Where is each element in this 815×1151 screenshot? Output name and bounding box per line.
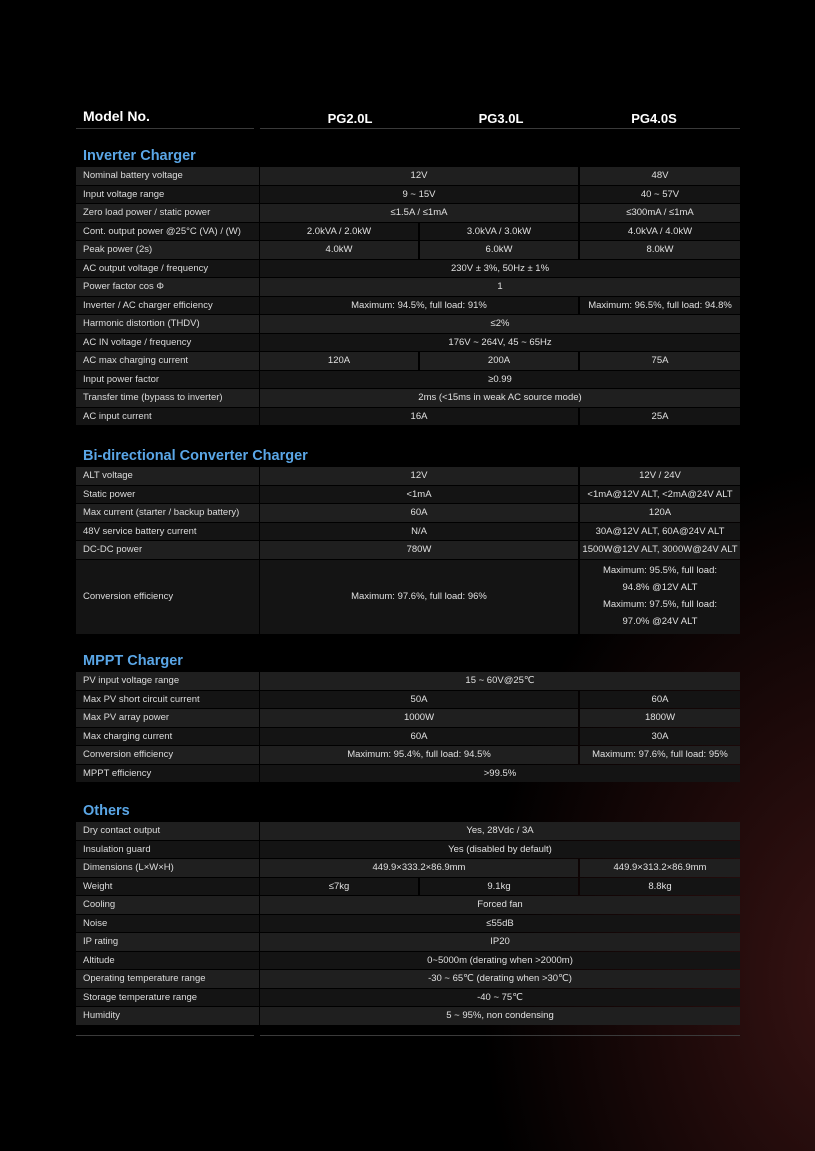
model-pg4-0s: PG4.0S xyxy=(631,111,677,126)
row-label: AC max charging current xyxy=(76,352,259,370)
table-row xyxy=(76,186,740,204)
table-cell: 5 ~ 95%, non condensing xyxy=(260,1007,740,1025)
table-row xyxy=(76,467,740,485)
table-row xyxy=(76,223,740,241)
table-cell: 50A xyxy=(260,691,578,709)
table-row xyxy=(76,728,740,746)
table-cell: Forced fan xyxy=(260,896,740,914)
table-cell: ≤55dB xyxy=(260,915,740,933)
table-row xyxy=(76,859,740,877)
table-cell: -30 ~ 65℃ (derating when >30℃) xyxy=(260,970,740,988)
cell-line: 97.0% @24V ALT xyxy=(622,616,698,628)
row-label: Conversion efficiency xyxy=(76,560,259,634)
table-cell: <1mA xyxy=(260,486,578,504)
table-cell: 176V ~ 264V, 45 ~ 65Hz xyxy=(260,334,740,352)
table-row xyxy=(76,841,740,859)
row-label: Max charging current xyxy=(76,728,259,746)
table-cell: 120A xyxy=(260,352,418,370)
row-label: Cooling xyxy=(76,896,259,914)
table-cell xyxy=(580,560,740,634)
table-cell: 25A xyxy=(580,408,740,426)
table-cell: 449.9×333.2×86.9mm xyxy=(260,859,578,877)
table-cell: 30A@12V ALT, 60A@24V ALT xyxy=(580,523,740,541)
cell-line: 94.8% @12V ALT xyxy=(622,581,698,593)
table-row xyxy=(76,241,740,259)
table-cell: 1500W@12V ALT, 3000W@24V ALT xyxy=(580,541,740,559)
table-cell: -40 ~ 75℃ xyxy=(260,989,740,1007)
table-cell: IP20 xyxy=(260,933,740,951)
table-cell: 6.0kW xyxy=(420,241,578,259)
table-cell: 0~5000m (derating when >2000m) xyxy=(260,952,740,970)
table-row xyxy=(76,504,740,522)
table-cell: 1 xyxy=(260,278,740,296)
cell-line: Maximum: 97.5%, full load: xyxy=(602,599,718,611)
table-row xyxy=(76,541,740,559)
table-row xyxy=(76,672,740,690)
table-cell: 120A xyxy=(580,504,740,522)
table-cell: Maximum: 96.5%, full load: 94.8% xyxy=(580,297,740,315)
table-row xyxy=(76,371,740,389)
table-cell: ≤300mA / ≤1mA xyxy=(580,204,740,222)
table-cell: 9.1kg xyxy=(420,878,578,896)
row-label: Input power factor xyxy=(76,371,259,389)
row-label: Zero load power / static power xyxy=(76,204,259,222)
row-label: Noise xyxy=(76,915,259,933)
row-label: PV input voltage range xyxy=(76,672,259,690)
table-cell: 449.9×313.2×86.9mm xyxy=(580,859,740,877)
row-label: Dimensions (L×W×H) xyxy=(76,859,259,877)
table-cell: ≤2% xyxy=(260,315,740,333)
table-row xyxy=(76,408,740,426)
table-cell: 2.0kVA / 2.0kW xyxy=(260,223,418,241)
footer-divider xyxy=(76,1035,254,1036)
table-row xyxy=(76,334,740,352)
table-cell: 12V xyxy=(260,467,578,485)
table-cell: 16A xyxy=(260,408,578,426)
row-label: Storage temperature range xyxy=(76,989,259,1007)
table-row xyxy=(76,691,740,709)
table-row xyxy=(76,822,740,840)
table-cell: ≤7kg xyxy=(260,878,418,896)
row-label: Cont. output power @25°C (VA) / (W) xyxy=(76,223,259,241)
row-label: Harmonic distortion (THDV) xyxy=(76,315,259,333)
table-cell: 3.0kVA / 3.0kW xyxy=(420,223,578,241)
table-row xyxy=(76,933,740,951)
table-cell: 8.0kW xyxy=(580,241,740,259)
row-label: Static power xyxy=(76,486,259,504)
row-label: Inverter / AC charger efficiency xyxy=(76,297,259,315)
row-label: 48V service battery current xyxy=(76,523,259,541)
table-cell: Yes (disabled by default) xyxy=(260,841,740,859)
table-cell: >99.5% xyxy=(260,765,740,783)
table-row xyxy=(76,878,740,896)
table-row xyxy=(76,278,740,296)
table-row xyxy=(76,315,740,333)
table-row xyxy=(76,709,740,727)
table-row xyxy=(76,1007,740,1025)
table-cell: 48V xyxy=(580,167,740,185)
table-cell xyxy=(260,560,578,634)
row-label: Operating temperature range xyxy=(76,970,259,988)
table-cell: ≥0.99 xyxy=(260,371,740,389)
row-label: Weight xyxy=(76,878,259,896)
table-row xyxy=(76,989,740,1007)
table-cell: 30A xyxy=(580,728,740,746)
table-cell: 4.0kW xyxy=(260,241,418,259)
table-cell: 40 ~ 57V xyxy=(580,186,740,204)
table-row xyxy=(76,260,740,278)
table-cell: 200A xyxy=(420,352,578,370)
table-cell: 12V / 24V xyxy=(580,467,740,485)
table-row xyxy=(76,915,740,933)
cell-line: Maximum: 97.6%, full load: 96% xyxy=(351,590,487,602)
row-label: Max current (starter / backup battery) xyxy=(76,504,259,522)
row-label: Altitude xyxy=(76,952,259,970)
table-cell: 60A xyxy=(260,728,578,746)
table-row xyxy=(76,297,740,315)
table-row xyxy=(76,167,740,185)
row-label: Transfer time (bypass to inverter) xyxy=(76,389,259,407)
table-cell: 1800W xyxy=(580,709,740,727)
model-no-label: Model No. xyxy=(83,108,150,124)
table-row xyxy=(76,352,740,370)
row-label: AC IN voltage / frequency xyxy=(76,334,259,352)
section-title-bidirectional: Bi-directional Converter Charger xyxy=(83,448,308,464)
table-row xyxy=(76,560,740,634)
table-cell: Maximum: 95.4%, full load: 94.5% xyxy=(260,746,578,764)
row-label: IP rating xyxy=(76,933,259,951)
table-row xyxy=(76,389,740,407)
table-row xyxy=(76,896,740,914)
table-cell: 12V xyxy=(260,167,578,185)
table-row xyxy=(76,204,740,222)
cell-line: Maximum: 95.5%, full load: xyxy=(602,564,718,576)
table-cell: 60A xyxy=(580,691,740,709)
row-label: Power factor cos Φ xyxy=(76,278,259,296)
table-header xyxy=(76,108,740,128)
table-cell: 230V ± 3%, 50Hz ± 1% xyxy=(260,260,740,278)
section-title-others: Others xyxy=(83,803,130,819)
header-divider xyxy=(260,128,740,129)
table-cell: 780W xyxy=(260,541,578,559)
table-cell: Maximum: 94.5%, full load: 91% xyxy=(260,297,578,315)
table-cell: ≤1.5A / ≤1mA xyxy=(260,204,578,222)
table-cell: 8.8kg xyxy=(580,878,740,896)
table-cell: 75A xyxy=(580,352,740,370)
table-cell: 2ms (<15ms in weak AC source mode) xyxy=(260,389,740,407)
footer-divider xyxy=(260,1035,740,1036)
table-cell: 60A xyxy=(260,504,578,522)
row-label: Dry contact output xyxy=(76,822,259,840)
table-cell: 4.0kVA / 4.0kW xyxy=(580,223,740,241)
row-label: Insulation guard xyxy=(76,841,259,859)
table-row xyxy=(76,486,740,504)
table-cell: 9 ~ 15V xyxy=(260,186,578,204)
table-cell: Yes, 28Vdc / 3A xyxy=(260,822,740,840)
row-label: Input voltage range xyxy=(76,186,259,204)
model-pg3-0l: PG3.0L xyxy=(478,111,524,126)
row-label: MPPT efficiency xyxy=(76,765,259,783)
table-cell: Maximum: 97.6%, full load: 95% xyxy=(580,746,740,764)
row-label: ALT voltage xyxy=(76,467,259,485)
table-row xyxy=(76,746,740,764)
table-row xyxy=(76,523,740,541)
header-divider xyxy=(76,128,254,129)
row-label: AC input current xyxy=(76,408,259,426)
row-label: Nominal battery voltage xyxy=(76,167,259,185)
table-cell: N/A xyxy=(260,523,578,541)
row-label: Max PV short circuit current xyxy=(76,691,259,709)
table-row xyxy=(76,970,740,988)
table-cell: <1mA@12V ALT, <2mA@24V ALT xyxy=(580,486,740,504)
section-title-inverter: Inverter Charger xyxy=(83,148,196,164)
section-title-mppt: MPPT Charger xyxy=(83,653,183,669)
row-label: DC-DC power xyxy=(76,541,259,559)
table-cell: 1000W xyxy=(260,709,578,727)
model-pg2-0l: PG2.0L xyxy=(327,111,373,126)
row-label: AC output voltage / frequency xyxy=(76,260,259,278)
row-label: Peak power (2s) xyxy=(76,241,259,259)
row-label: Conversion efficiency xyxy=(76,746,259,764)
table-cell: 15 ~ 60V@25℃ xyxy=(260,672,740,690)
row-label: Max PV array power xyxy=(76,709,259,727)
row-label: Humidity xyxy=(76,1007,259,1025)
table-row xyxy=(76,952,740,970)
table-row xyxy=(76,765,740,783)
